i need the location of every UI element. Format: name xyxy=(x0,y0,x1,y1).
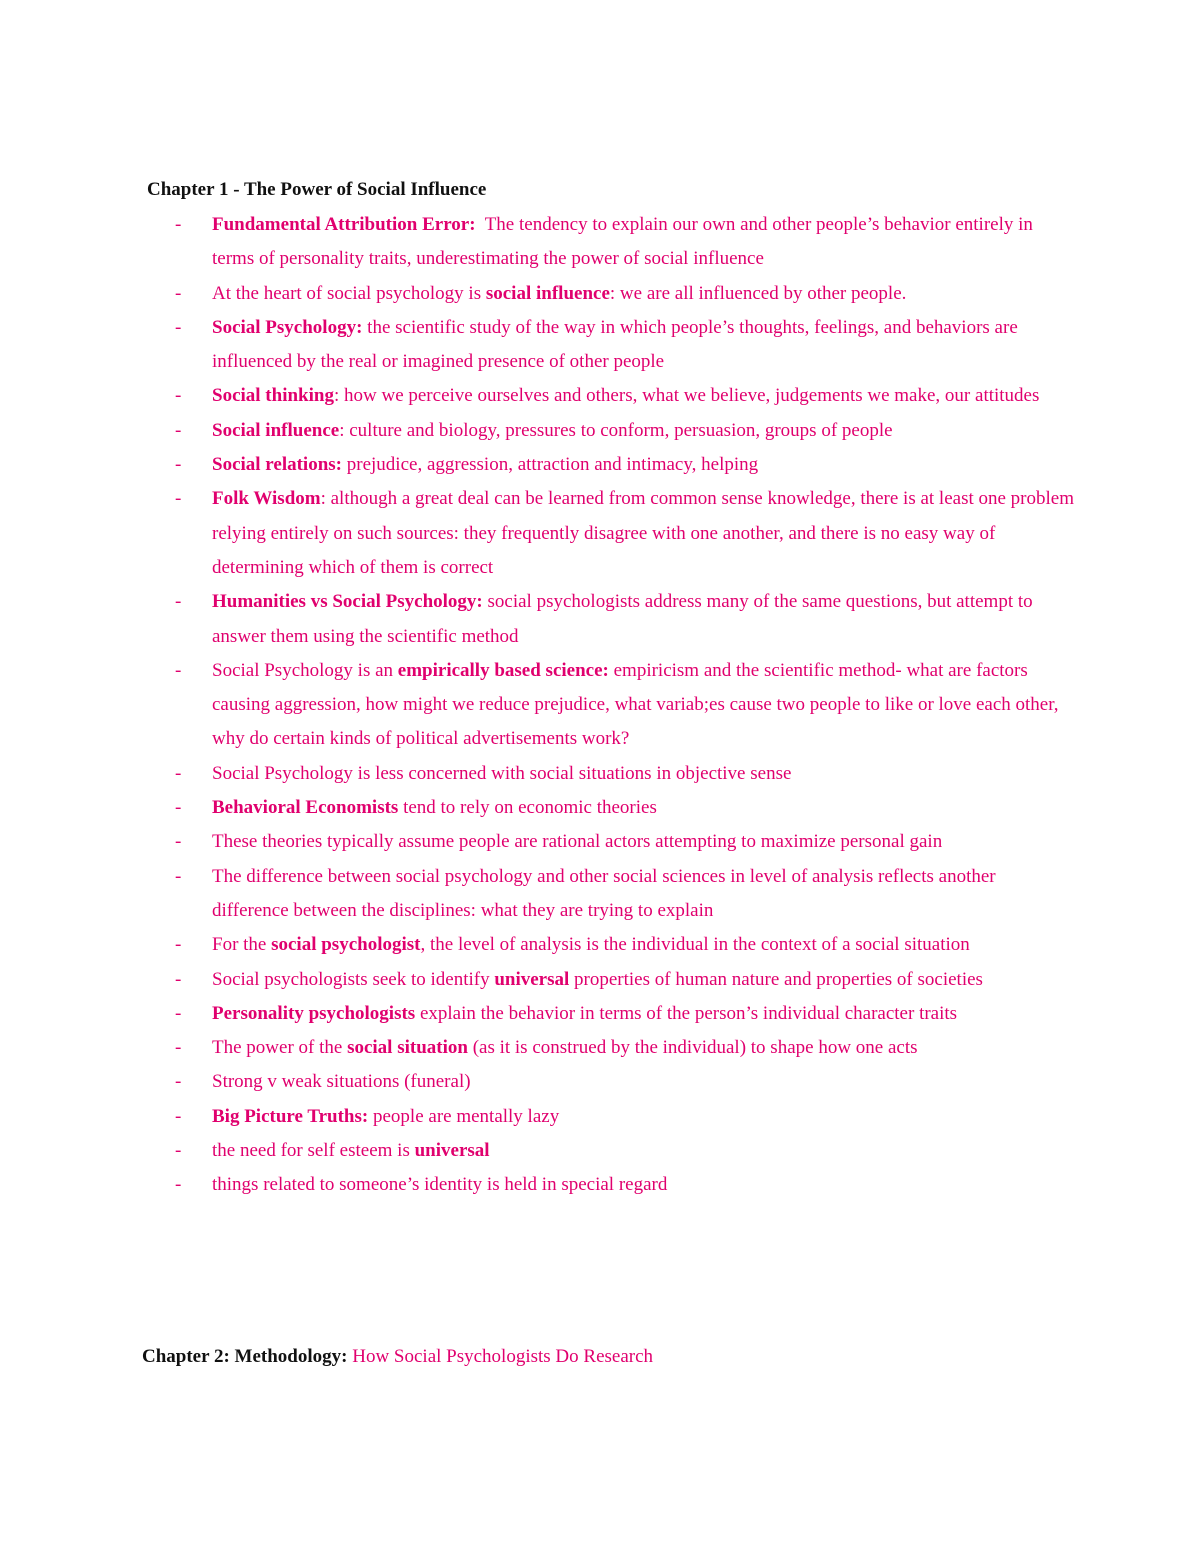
bullet-social-thinking xyxy=(175,379,1075,413)
bullet-text: : how we perceive ourselves and others, what we believe, judgements we make, our attitudes xyxy=(333,385,1040,407)
bullet-text: things related to someone’s identity is held in special regard xyxy=(212,1174,668,1196)
bullet-social-influence xyxy=(175,414,1075,448)
bullet-self-esteem-universal xyxy=(175,1134,1075,1168)
bullet-term: social situation xyxy=(347,1037,468,1059)
bullet-social-situation xyxy=(175,1031,1075,1065)
bullet-dash: - xyxy=(175,1174,182,1196)
bullet-text: people are mentally lazy xyxy=(368,1105,560,1127)
bullet-text: Strong v weak situations (funeral) xyxy=(212,1071,471,1093)
bullet-dash: - xyxy=(175,831,182,853)
bullet-term: Social relations: xyxy=(212,454,343,476)
bullet-humanities-vs-social-psychology xyxy=(175,585,1075,654)
bullet-rational-actors xyxy=(175,825,1075,859)
bullet-pre: At the heart of social psychology is xyxy=(212,282,486,304)
bullet-text: social psychologists address many of the same questions, but attempt to answer them using the scientific method xyxy=(212,591,1033,647)
bullet-term: Behavioral Economists xyxy=(212,797,399,819)
bullet-pre: the need for self esteem is xyxy=(212,1140,415,1162)
bullet-dash: - xyxy=(175,1071,182,1093)
bullet-text: These theories typically assume people are rational actors attempting to maximize personal gain xyxy=(212,831,943,853)
bullet-term: empirically based science: xyxy=(397,659,609,681)
chapter-2-heading-bold: Chapter 2: Methodology: xyxy=(142,1346,348,1367)
bullet-social-psychology-definition xyxy=(175,311,1075,380)
bullet-text: , the level of analysis is the individual in the context of a social situation xyxy=(420,934,970,956)
bullet-dash: - xyxy=(175,968,182,990)
bullet-term: Social influence xyxy=(212,419,340,441)
bullet-dash: - xyxy=(175,454,182,476)
bullet-fundamental-attribution-error xyxy=(175,208,1075,277)
bullet-personality-psychologists xyxy=(175,997,1075,1031)
bullet-term: Social thinking xyxy=(212,385,334,407)
bullet-text: The difference between social psychology and other social sciences in level of analysis reflects another difference between the disciplines: what they are trying to explain xyxy=(212,865,996,921)
bullet-text: (as it is construed by the individual) to shape how one acts xyxy=(467,1037,918,1059)
chapter-2-heading-subtitle: How Social Psychologists Do Research xyxy=(347,1346,654,1367)
bullet-dash: - xyxy=(175,1002,182,1024)
bullet-heart-of-social-psychology xyxy=(175,277,1075,311)
bullet-dash: - xyxy=(175,1105,182,1127)
bullet-universal-properties xyxy=(175,963,1075,997)
bullet-pre: Social Psychology is an xyxy=(212,659,398,681)
bullet-dash: - xyxy=(175,282,182,304)
bullet-dash: - xyxy=(175,488,182,510)
bullet-dash: - xyxy=(175,797,182,819)
bullet-term: Social Psychology: xyxy=(212,316,363,338)
chapter-1-heading: Chapter 1 - The Power of Social Influence xyxy=(147,179,487,200)
bullet-term: Personality psychologists xyxy=(212,1002,416,1024)
bullet-text: properties of human nature and properties of societies xyxy=(569,968,983,990)
bullet-dash: - xyxy=(175,591,182,613)
bullet-dash: - xyxy=(175,865,182,887)
bullet-text: Social Psychology is less concerned with social situations in objective sense xyxy=(212,762,792,784)
bullet-term: Big Picture Truths: xyxy=(212,1105,369,1127)
bullet-objective-sense xyxy=(175,757,1075,791)
bullet-text: explain the behavior in terms of the person’s individual character traits xyxy=(415,1002,958,1024)
chapter-2-heading xyxy=(142,1343,653,1371)
bullet-term: social influence xyxy=(485,282,610,304)
bullet-dash: - xyxy=(175,659,182,681)
bullet-identity-special-regard xyxy=(175,1168,1075,1202)
bullet-dash: - xyxy=(175,419,182,441)
bullet-strong-weak-situations xyxy=(175,1065,1075,1099)
bullet-social-psychologist xyxy=(175,928,1075,962)
bullet-level-of-analysis xyxy=(175,860,1075,929)
bullet-dash: - xyxy=(175,762,182,784)
bullet-pre: Social psychologists seek to identify xyxy=(212,968,495,990)
bullet-text: : we are all influenced by other people. xyxy=(609,282,907,304)
bullet-term: social psychologist xyxy=(271,934,421,956)
bullet-term: Fundamental Attribution Error: xyxy=(212,214,476,235)
bullet-dash: - xyxy=(175,1037,182,1059)
bullet-social-relations xyxy=(175,448,1075,482)
bullet-text: prejudice, aggression, attraction and intimacy, helping xyxy=(342,454,759,476)
bullet-text: : culture and biology, pressures to conform, persuasion, groups of people xyxy=(339,419,893,441)
bullet-pre: The power of the xyxy=(212,1037,348,1059)
bullet-term: universal xyxy=(414,1140,490,1162)
bullet-term: Folk Wisdom xyxy=(212,488,321,510)
bullet-text: : although a great deal can be learned from common sense knowledge, there is at least one problem relying entirely on such sources: they frequently disagree with one another, and there is no easy way of determining which of them is correct xyxy=(212,488,1074,578)
bullet-text: tend to rely on economic theories xyxy=(398,797,657,819)
bullet-behavioral-economists xyxy=(175,791,1075,825)
bullet-dash: - xyxy=(175,316,182,338)
bullet-dash: - xyxy=(175,1140,182,1162)
bullet-text: the scientific study of the way in which people’s thoughts, feelings, and behaviors are influenced by the real or imagined presence of other people xyxy=(212,316,1018,373)
bullet-folk-wisdom xyxy=(175,482,1075,585)
bullet-dash: - xyxy=(175,214,182,235)
bullet-text: empiricism and the scientific method- what are factors causing aggression, how might we reduce prejudice, what variab;es cause two people to like or love each other, why do certain kinds of political advertisements work? xyxy=(212,659,1059,750)
bullet-term: Humanities vs Social Psychology: xyxy=(212,591,483,613)
bullet-pre: For the xyxy=(212,934,272,956)
bullet-dash: - xyxy=(175,385,182,407)
bullet-dash: - xyxy=(175,934,182,956)
bullet-big-picture-truths xyxy=(175,1100,1075,1134)
bullet-text: The tendency to explain our own and other people’s behavior entirely in terms of personality traits, underestimating the power of social influence xyxy=(212,214,1038,270)
bullet-term: universal xyxy=(494,968,570,990)
bullet-empirically-based-science xyxy=(175,654,1075,757)
chapter-1-bullet-list xyxy=(175,208,1075,1203)
